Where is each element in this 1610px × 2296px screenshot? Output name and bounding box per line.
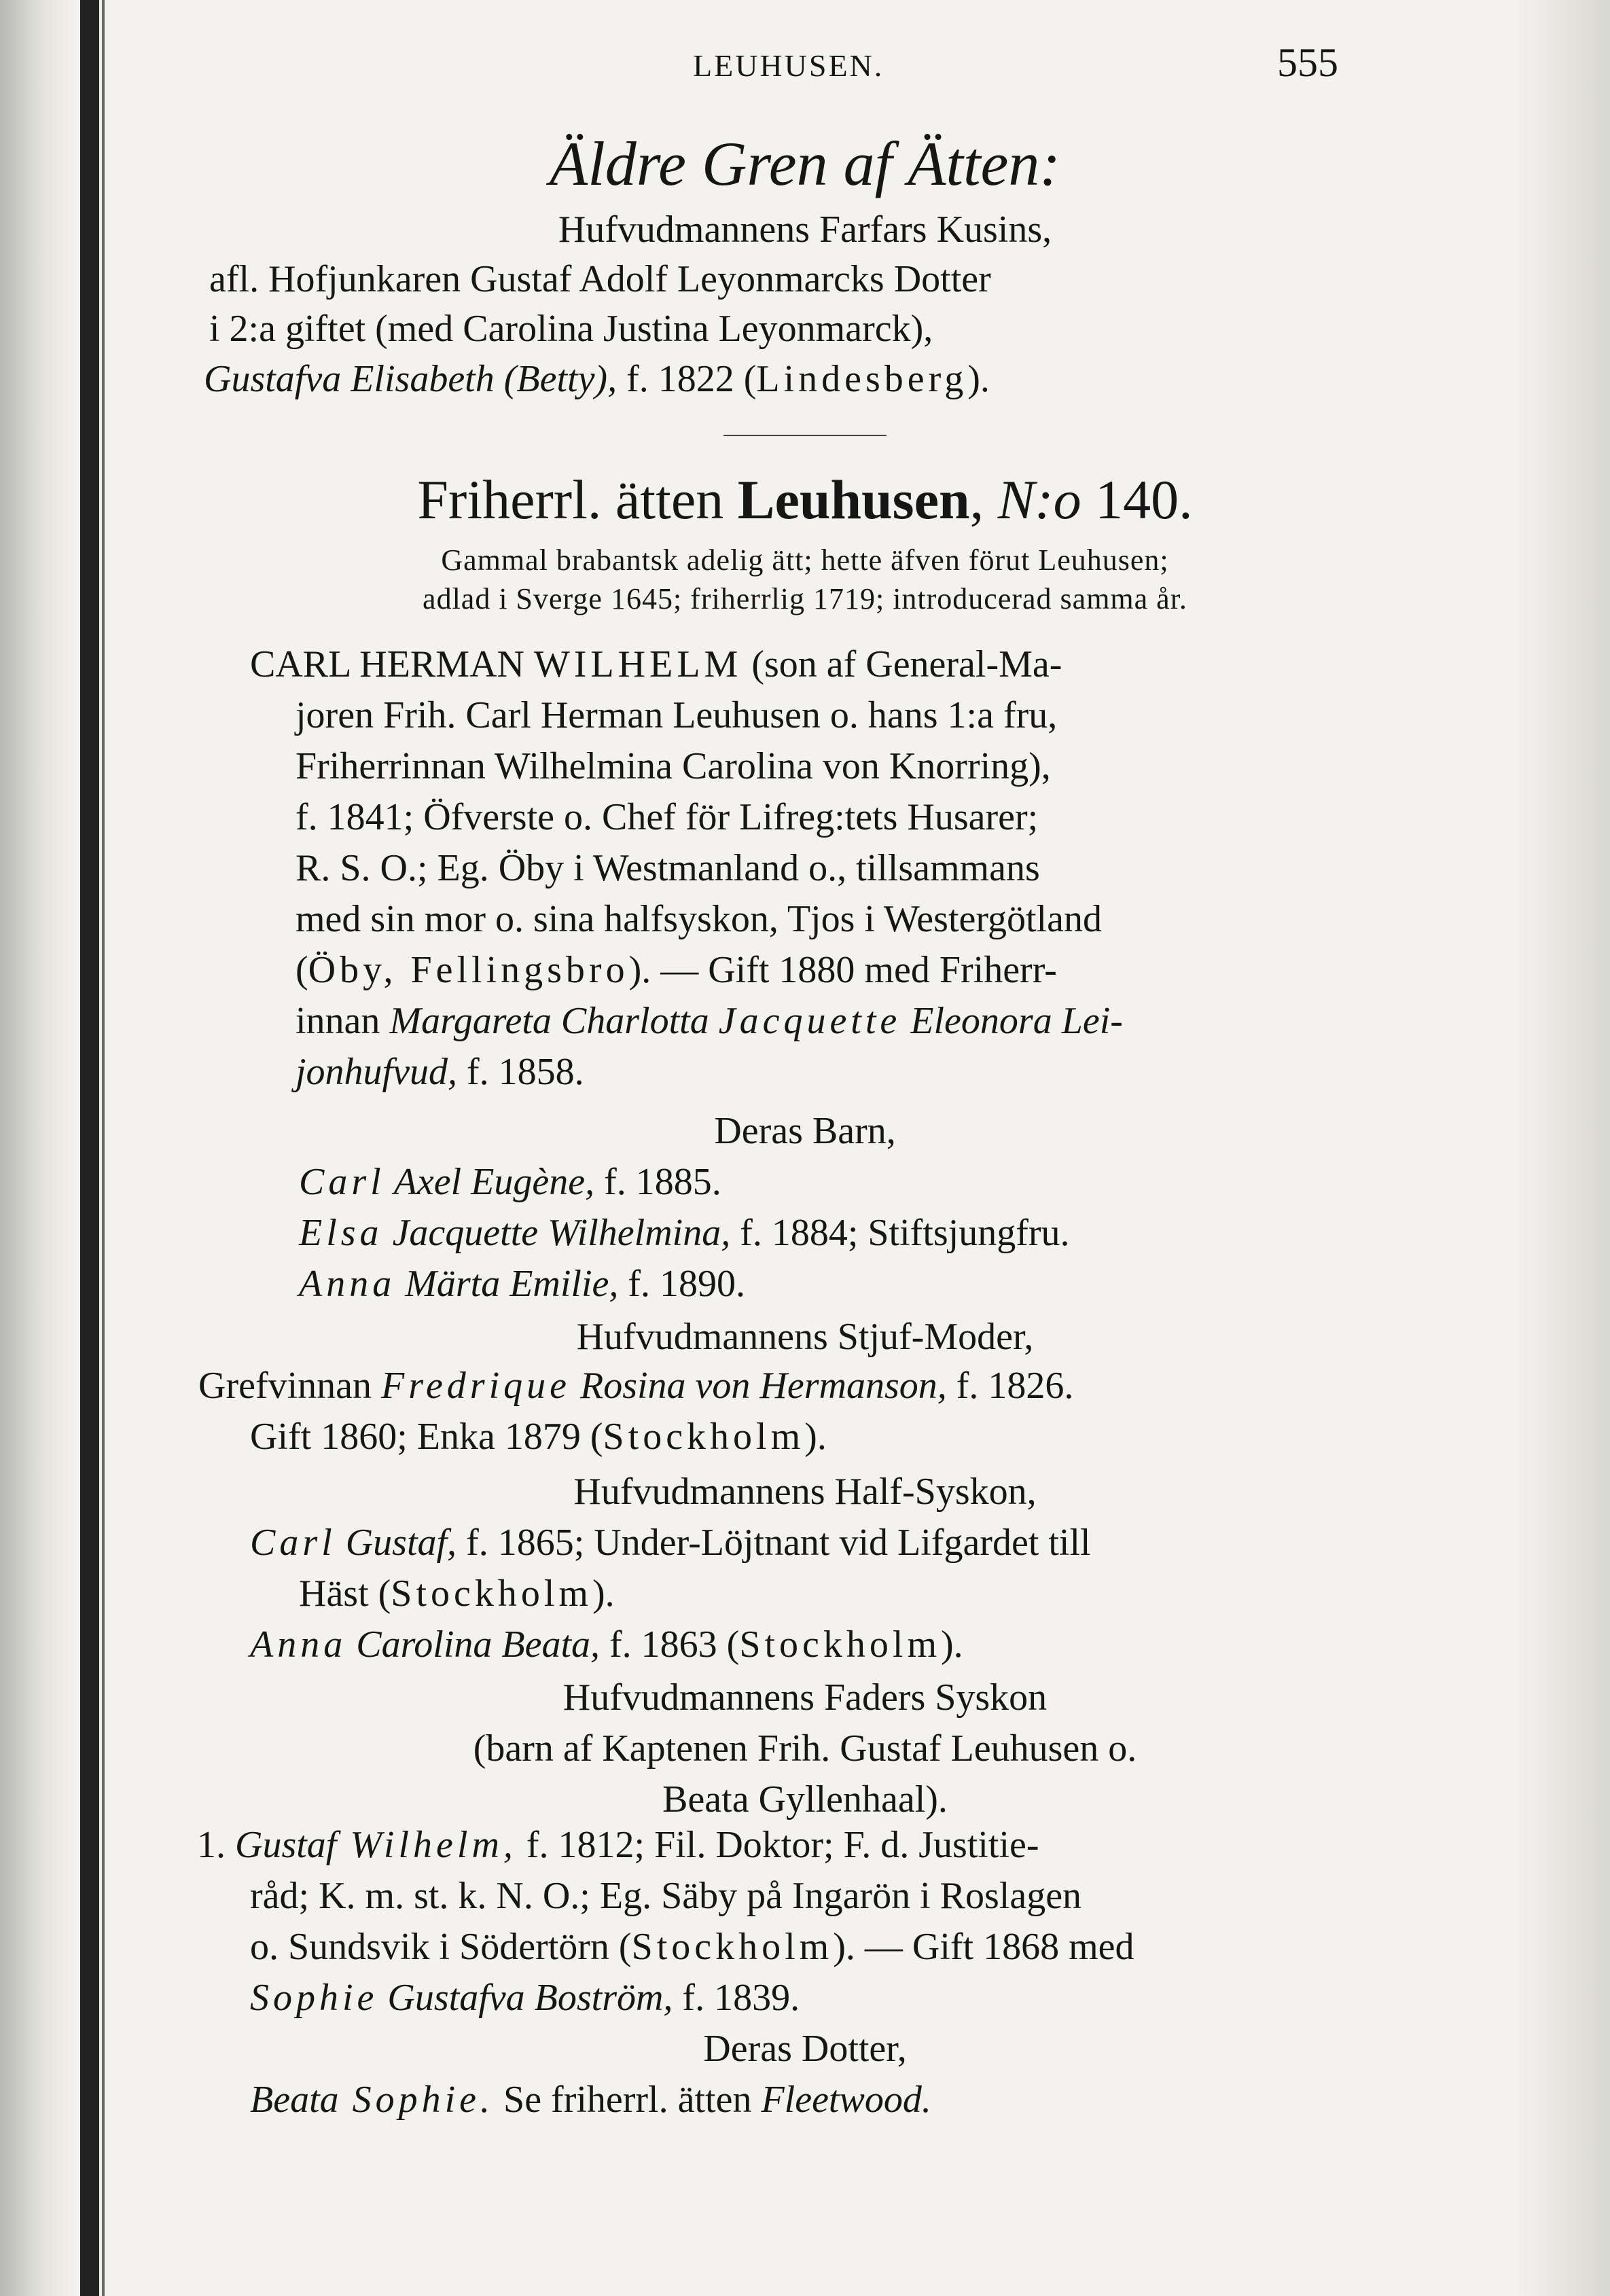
daughter-heading: Deras Dotter, (703, 2028, 907, 2070)
head-line-2: joren Frih. Carl Herman Leuhusen o. hans 1:a fru, (296, 694, 1058, 736)
head-line-9: jonhufvud, f. 1858. (296, 1051, 584, 1093)
head-line-4: f. 1841; Öfverste o. Chef för Lifreg:tets Husarer; (296, 796, 1039, 838)
head-line-7: (Öby, Fellingsbro). — Gift 1880 med Friherr- (296, 949, 1057, 991)
fathers-sibling-1-line-2: råd; K. m. st. k. N. O.; Eg. Säby på Ingarön i Roslagen (250, 1875, 1082, 1917)
half-siblings-heading: Hufvudmannens Half-Syskon, (573, 1471, 1037, 1513)
person-name: Gustafva Elisabeth (Betty), (204, 358, 618, 400)
head-line-5: R. S. O.; Eg. Öby i Westmanland o., tillsammans (296, 847, 1040, 889)
fathers-sibling-1: 1. Gustaf Wilhelm, f. 1812; Fil. Doktor; F. d. Justitie- (197, 1824, 1039, 1866)
family-heading: Friherrl. ätten Leuhusen, N:o 140. (417, 469, 1193, 531)
children-heading: Deras Barn, (714, 1110, 896, 1152)
half-sibling-2: Anna Carolina Beata, f. 1863 (Stockholm). (250, 1624, 963, 1666)
running-head (0, 39, 1610, 87)
child-3: Anna Märta Emilie, f. 1890. (299, 1263, 746, 1305)
child-1: Carl Axel Eugène, f. 1885. (299, 1161, 721, 1203)
stepmother-line-1: Grefvinnan Fredrique Rosina von Hermanson, f. 1826. (198, 1365, 1074, 1407)
daughter-entry: Beata Sophie. Se friherrl. ätten Fleetwood. (250, 2079, 931, 2121)
fathers-sibling-1-line-3: o. Sundsvik i Södertörn (Stockholm). — Gift 1868 med (250, 1926, 1134, 1968)
section-divider (723, 435, 887, 436)
fathers-sibling-1-spouse: Sophie Gustafva Boström, f. 1839. (250, 1977, 800, 2019)
family-name: Leuhusen (737, 469, 970, 531)
child-2: Elsa Jacquette Wilhelmina, f. 1884; Stiftsjungfru. (299, 1212, 1070, 1254)
running-head-title: LEUHUSEN. (693, 48, 884, 83)
head-line-8: innan Margareta Charlotta Jacquette Eleonora Lei- (296, 1000, 1123, 1042)
stepmother-heading: Hufvudmannens Stjuf-Moder, (576, 1316, 1034, 1358)
fathers-siblings-sub-2: Beata Gyllenhaal). (662, 1778, 948, 1820)
family-subtitle-1: Gammal brabantsk adelig ätt; hette äfven förut Leuhusen; (441, 543, 1169, 577)
head-line-1: CARL HERMAN WILHELM (son af General-Ma- (250, 643, 1062, 685)
fathers-siblings-sub-1: (barn af Kaptenen Frih. Gustaf Leuhusen o. (473, 1727, 1137, 1770)
head-line-6: med sin mor o. sina halfsyskon, Tjos i Westergötland (296, 898, 1102, 940)
family-subtitle-2: adlad i Sverge 1645; friherrlig 1719; introducerad samma år. (423, 582, 1187, 615)
older-branch-line-2: afl. Hofjunkaren Gustaf Adolf Leyonmarcks Dotter (209, 258, 991, 300)
page-number: 555 (1277, 40, 1338, 85)
older-branch-heading: Äldre Gren af Ätten: (550, 129, 1060, 198)
half-sibling-1: Carl Gustaf, f. 1865; Under-Löjtnant vid Lifgardet till (250, 1522, 1091, 1564)
older-branch-line-3: i 2:a giftet (med Carolina Justina Leyonmarck), (209, 308, 933, 350)
half-sibling-1-cont: Häst (Stockholm). (299, 1573, 615, 1615)
fathers-siblings-heading: Hufvudmannens Faders Syskon (562, 1676, 1048, 1719)
head-line-3: Friherrinnan Wilhelmina Carolina von Knorring), (296, 745, 1051, 787)
older-branch-line-1: Hufvudmannens Farfars Kusins, (558, 209, 1052, 251)
place-name: Lindesberg (756, 358, 968, 400)
stepmother-line-2: Gift 1860; Enka 1879 (Stockholm). (250, 1416, 827, 1458)
older-branch-line-4: Gustafva Elisabeth (Betty), f. 1822 (Lindesberg). (204, 358, 990, 400)
